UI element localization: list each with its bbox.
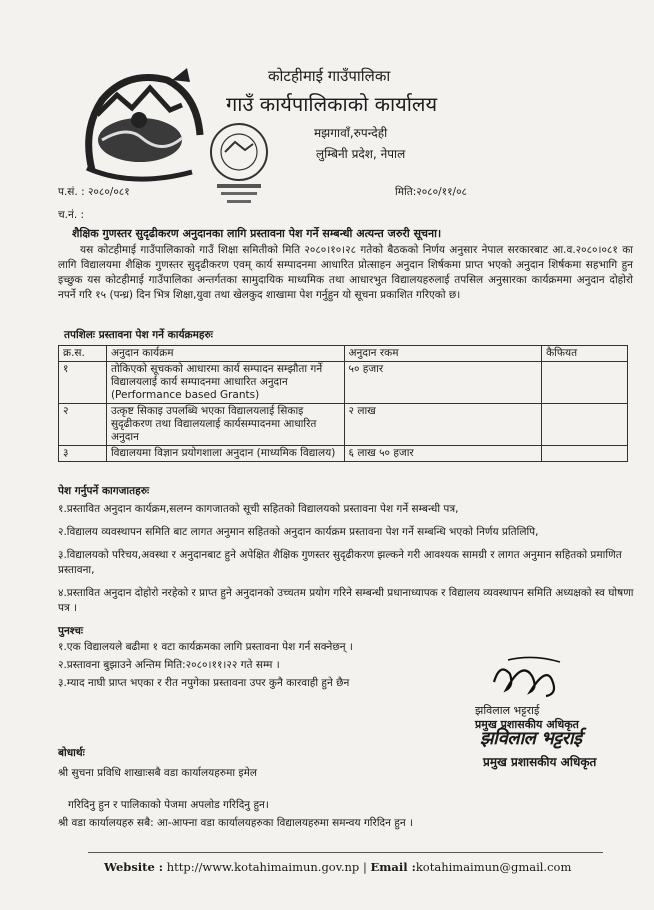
table-header-row: [59, 346, 628, 362]
notice-body: [58, 243, 633, 303]
office-name: गाउँ कार्यपालिकाको कार्यालय: [226, 92, 438, 116]
table-title: तपशिलः प्रस्तावना पेश गर्ने कार्यक्रमहरुः: [64, 329, 213, 341]
nepal-emblem-logo: [72, 60, 207, 190]
footer-divider: [88, 852, 603, 853]
program-table: [58, 345, 628, 462]
documents-list: [58, 502, 638, 624]
list-item: १.प्रस्तावित अनुदान कार्यक्रम,सलग्न कागजातको सूची सहितको विद्यालयको प्रस्तावना पेश गर्ने सम्बन्धी पत्र,: [58, 503, 459, 515]
table-row: [59, 362, 628, 404]
email-link[interactable]: kotahimaimun@gmail.com: [415, 860, 572, 874]
header-amount: अनुदान रकम: [344, 346, 542, 362]
row-remarks: [542, 446, 628, 462]
list-item: ३.म्याद नाघी प्राप्त भएका र रीत नपुगेका प्रस्तावना उपर कुनै कारवाही हुने छैन: [58, 677, 350, 689]
table-row: [59, 404, 628, 446]
table-row: [59, 446, 628, 462]
list-item: २.प्रस्तावना बुझाउने अन्तिम मिति:२०८०।११।२२ गते सम्म ।: [58, 659, 280, 671]
row-program: तोकिएको सूचकको आधारमा कार्य सम्पादन सम्झौता गर्ने विद्यालयलाई कार्य सम्पादनमा आधारित अनुदान (Performance based Grants): [106, 362, 344, 404]
row-sn: १: [59, 362, 107, 404]
notice-body-text: यस कोटहीमाई गाउँपालिकाको गाउँ शिक्षा समितीको मिति २०८०।१०।२८ गतेको बैठकको निर्णय अनुसार नेपाल सरकारबाट आ.व.२०८०।०८१ का लागि विद्यालयमा शैक्षिक गुणस्तर सुदृढीकरण एवम् कार्य सम्पादनमा आधारित प्रोत्साहन अनुदान शिर्षकमा प्राप्त भएको अनुदान शिर्षकमा सहभागि हुन इच्छुक यस कोटहीमाई गाउँपालिका अन्तर्गतका सामुदायिक माध्यमिक तथा आधारभुत विद्यालयहरुलाई तपसिल अनुसारका कार्यक्रममा अनुदान दोहोरो नपर्ने गरि १५ (पन्ध्र) दिन भित्र शिक्षा,युवा तथा खेलकुद शाखामा पेश गर्नुहुन यो सूचना प्रकाशित गरिएको छ।: [58, 244, 633, 301]
signatory-title: प्रमुख प्रशासकीय अधिकृत: [475, 718, 579, 731]
office-seal: [205, 118, 273, 210]
signatory-name: झविलाल भट्टराई: [475, 704, 540, 717]
list-item: ३.विद्यालयको परिचय,अवस्था र अनुदानबाट हुने अपेक्षित शैक्षिक गुणस्तर सुदृढीकरण झल्कने गरी आवश्यक सामग्री र लागत अनुमान सहितको प्रमाणित प्रस्तावना,: [58, 549, 622, 576]
row-program: उत्कृष्ट सिकाइ उपलब्धि भएका विद्यालयलाई सिकाइ सुदृढीकरण तथा विद्यालयलाई कार्यसम्पादनमा आधारित अनुदान: [106, 404, 344, 446]
list-item: २.विद्यालय व्यवस्थापन समिति बाट लागत अनुमान सहितको अनुदान कार्यक्रम प्रस्तावना पेश गर्ने सम्बन्धि भएको निर्णय प्रतिलिपि,: [58, 526, 539, 538]
note-line: गरिदिनु हुन र पालिकाको पेजमा अपलोड गरिदिनु हुन।: [68, 799, 269, 811]
note-line: श्री वडा कार्यालयहरु सबै: आ-आफ्ना वडा कार्यालयहरुका विद्यालयहरुमा समन्वय गरिदिन हुन ।: [58, 817, 413, 829]
bodhartha-line: श्री सुचना प्रविधि शाखाःसबै वडा कार्यालयहरुमा इमेल: [58, 767, 257, 779]
row-sn: ३: [59, 446, 107, 462]
letter-date: मिति:२०८०/११/०८: [395, 186, 467, 198]
footer: [104, 860, 571, 874]
address-line-2: लुम्बिनी प्रदेश, नेपाल: [316, 147, 406, 161]
list-item: १.एक विद्यालयले बढीमा १ वटा कार्यक्रमका लागि प्रस्तावना पेश गर्न सक्नेछन् ।: [58, 641, 353, 653]
row-remarks: [542, 362, 628, 404]
website-link[interactable]: http://www.kotahimaimun.gov.np |: [166, 860, 367, 874]
handwritten-signature: [488, 652, 568, 700]
name-stamp: झविलाल भट्टराई: [480, 728, 582, 749]
documents-title: पेश गर्नुपर्ने कागजातहरुः: [58, 485, 150, 497]
header-remarks: कैफियत: [542, 346, 628, 362]
address-line-1: मझगावाँ,रुपन्देही: [314, 126, 388, 140]
row-amount: २ लाख: [344, 404, 542, 446]
list-item: ४.प्रस्तावित अनुदान दोहोरो नरहेको र प्राप्त हुने अनुदानको उच्चतम प्रयोग गरिने सम्बन्धी प्रधानाध्यापक र विद्यालय व्यवस्थापन समिति अध्यक्षको स्व घोषणा पत्र ।: [58, 587, 634, 614]
postscript-list: [58, 640, 478, 694]
row-program: विद्यालयमा विज्ञान प्रयोगशाला अनुदान (माध्यमिक विद्यालय): [106, 446, 344, 462]
row-amount: ६ लाख ५० हजार: [344, 446, 542, 462]
row-amount: ५० हजार: [344, 362, 542, 404]
municipality-name: कोटहीमाई गाउँपालिका: [268, 67, 391, 85]
notice-subject: शैक्षिक गुणस्तर सुदृढीकरण अनुदानका लागि प्रस्तावना पेश गर्ने सम्बन्धी अत्यन्त जरुरी सूचना।: [72, 227, 442, 240]
header-program: अनुदान कार्यक्रम: [106, 346, 344, 362]
bodhartha-title: बोधार्थः: [58, 747, 85, 759]
title-stamp: प्रमुख प्रशासकीय अधिकृत: [483, 755, 597, 769]
reference-number: प.सं. : २०८०/०८१: [58, 186, 130, 198]
postscript-title: पुनश्चः: [58, 625, 84, 637]
header-sn: क्र.स.: [59, 346, 107, 362]
row-sn: २: [59, 404, 107, 446]
email-label: Email :: [370, 860, 416, 874]
website-label: Website :: [104, 860, 164, 874]
row-remarks: [542, 404, 628, 446]
chalani-number: च.नं. :: [58, 209, 85, 221]
